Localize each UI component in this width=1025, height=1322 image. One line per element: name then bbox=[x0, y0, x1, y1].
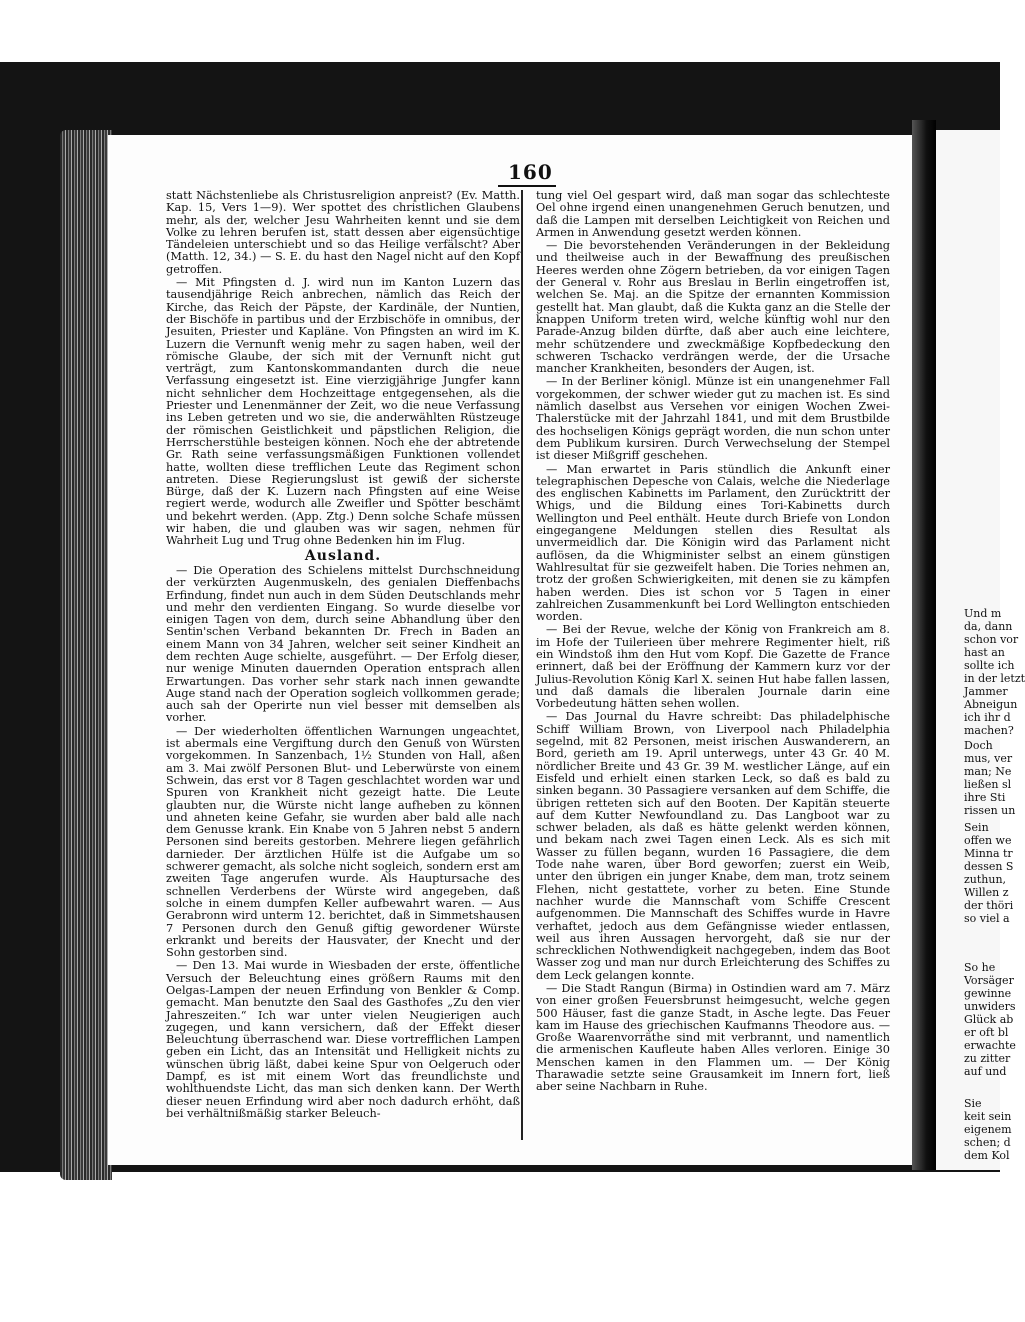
next-page-fragment: So he bbox=[964, 961, 996, 974]
next-page-fragment: da, dann bbox=[964, 620, 1013, 633]
next-page-fragment: ließen sl bbox=[964, 778, 1012, 791]
next-page-fragment: ihre Sti bbox=[964, 791, 1006, 804]
next-page-fragment: offen we bbox=[964, 834, 1012, 847]
next-page-fragment: machen? bbox=[964, 724, 1014, 737]
paragraph: — Mit Pfingsten d. J. wird nun im Kanton Luzern das tausendjährige Reich anbrechen, nämlich das Reich der Kirche, das Reich der Päpste, der Kardinäle, der Nuntien, der Bischöfe in partibus und der Erzbischöfe in omnibus, der Jesuiten, Priester und Kapläne. Von Pfingsten an wird im K. Luzern die Vernunft wenig mehr zu sagen haben, weil der römische Glaube, der sich mit der Vernunft nicht gut verträgt, zum Kantonskommandanten durch die neue Verfassung eingesetzt ist. Eine vierzigjährige Jungfer kann nicht sehnlicher dem Hochzeittage entgegensehen, als die Priester und Lenenmänner der Zeit, wo die neue Verfassung ins Leben getreten und wo sie, die anderwählten Rüstzeuge der römischen Geistlichkeit und päpstlichen Religion, die Herrscherstühle besteigen können. Noch ehe der abtretende Gr. Rath seine verfassungsmäßigen Funktionen vollendet hatte, wollten diese trefflichen Leute das Regiment schon antreten. Diese Regierungslust ist gewiß der sicherste Bürge, daß der K. Luzern nach Pfingsten auf eine Weise regiert werde, wodurch alle Zweifler und Spötter beschämt und bekehrt werden. (App. Ztg.) Denn solche Schafe müssen wir haben, die und glauben was wir sagen, nehmen für Wahrheit Lug und Trug ohne Bedenken hin im Flug. bbox=[166, 276, 520, 548]
next-page-fragment: so viel a bbox=[964, 912, 1010, 925]
page-number: 160 bbox=[508, 160, 553, 184]
next-page-fragment: keit sein bbox=[964, 1110, 1012, 1123]
next-page-fragment: eigenem bbox=[964, 1123, 1012, 1136]
next-page-fragment: man; Ne bbox=[964, 765, 1012, 778]
next-page-fragment: der thöri bbox=[964, 899, 1014, 912]
next-page-fragment: schon vor bbox=[964, 633, 1019, 646]
book-spine-shadow bbox=[912, 120, 936, 1170]
book-page bbox=[108, 135, 916, 1165]
next-page-fragment: er oft bl bbox=[964, 1026, 1009, 1039]
next-page-fragment: Sein bbox=[964, 821, 989, 834]
next-page-fragment: gewinne bbox=[964, 987, 1012, 1000]
paragraph: statt Nächstenliebe als Christusreligion anpreist? (Ev. Matth. Kap. 15, Vers 1—9). Wer spottet des christlichen Glaubens mehr, als der, welcher Jesu Wahrheiten kennt und sie dem Volke zu lehren berufen ist, statt dessen aber eigensüchtige Tändeleien unterschiebt und so das Heilige verfälscht? Aber (Matth. 12, 34.) — S. E. du hast den Nagel nicht auf den Kopf getroffen. bbox=[166, 189, 520, 276]
next-page-fragment: mus, ver bbox=[964, 752, 1013, 765]
next-page-fragment: Willen z bbox=[964, 886, 1009, 899]
next-page-fragment: Abneigun bbox=[964, 698, 1018, 711]
next-page-fragment: Und m bbox=[964, 607, 1002, 620]
paragraph: — Die Stadt Rangun (Birma) in Ostindien ward am 7. März von einer großen Feuersbrunst heimgesucht, welche gegen 500 Häuser, fast die ganze Stadt, in Asche legte. Das Feuer kam im Hause des griechischen Kaufmanns Theodore aus. — Große Waarenvorräthe sind mit verbrannt, und namentlich die armenischen Kaufleute haben Alles verloren. Einige 30 Menschen kamen in den Flammen um. — Der König Tharawadie setzte seine Grausamkeit im Innern fort, ließ aber seine Nachbarn in Ruhe. bbox=[536, 982, 890, 1094]
next-page-fragment: sollte ich bbox=[964, 659, 1015, 672]
paragraph: — Die bevorstehenden Veränderungen in der Bekleidung und theilweise auch in der Bewaffnung des preußischen Heeres werden ohne Zögern betrieben, da vor einigen Tagen der General v. Rohr aus Breslau in Berlin eingetroffen ist, welchen Se. Maj. an die Spitze der ernannten Kommission gestellt hat. Man glaubt, daß die Kukta ganz an die Stelle der knappen Uniform treten wird, welche künftig wohl nur den Parade-Anzug bilden dürfte, daß aber auch eine leichtere, mehr schützendere und zweckmäßige Kopfbedeckung den schweren Tschacko verdrängen werde, der die Ursache mancher Krankheiten, besonders der Augen, ist. bbox=[536, 239, 890, 376]
right-column bbox=[536, 190, 890, 1155]
left-column bbox=[166, 190, 520, 1155]
paragraph: — Der wiederholten öffentlichen Warnungen ungeachtet, ist abermals eine Vergiftung durch den Genuß von Würsten vorgekommen. In Sanzenbach, 1½ Stunden von Hall, aßen am 3. Mai zwölf Personen Blut- und Leberwürste von einem Schwein, das erst vor 8 Tagen geschlachtet worden war und Spuren von Krankheit nicht gezeigt hatte. Die Leute glaubten nur, die Würste nicht lange aufheben zu können und ahneten keine Gefahr, sie wurden aber bald alle nach dem Genusse krank. Ein Knabe von 5 Jahren nebst 5 andern Personen sind bereits gestorben. Mehrere liegen gefährlich darnieder. Der ärztlichen Hülfe ist die Aufgabe um so schwerer gemacht, als solche nicht sogleich, sondern erst am zweiten Tage angerufen wurde. Als Hauptursache des schnellen Verderbens der Würste wird angegeben, daß solche in einem dumpfen Keller aufbewahrt waren. — Aus Gerabronn wird unterm 12. berichtet, daß in Simmetshausen 7 Personen durch den Genuß giftig gewordener Würste erkrankt und bereits der Hausvater, der Knecht und der Sohn gestorben sind. bbox=[166, 724, 521, 960]
next-page-fragment: Sie bbox=[964, 1097, 982, 1110]
paragraph: — Man erwartet in Paris stündlich die Ankunft einer telegraphischen Depesche von Calais, welche die Niederlage des englischen Kabinetts im Parlament, den Zurücktritt der Whigs, und die Bildung eines Tori-Kabinetts durch Wellington und Peel enthält. Heute durch Briefe von London eingegangene Meldungen stellen dies Resultat als unvermeidlich dar. Die Königin wird das Parlament nicht auflösen, da die Whigminister selbst an einem günstigen Wahlresultat für sie gezweifelt haben. Die Tories nehmen an, trotz der großen Schwierigkeiten, mit denen sie zu kämpfen haben werden. Dies ist schon vor 5 Tagen in einer zahlreichen Zusammenkunft bei Lord Wellington entschieden worden. bbox=[536, 462, 890, 624]
next-page-fragment: Glück ab bbox=[964, 1013, 1014, 1026]
next-page-fragment: Minna tr bbox=[964, 847, 1013, 860]
paragraph: — Das Journal du Havre schreibt: Das philadelphische Schiff William Brown, von Liverpool nach Philadelphia segelnd, mit 82 Personen, meist irischen Auswanderern, an Bord, gerieth am 19. April unterwegs, unter 43 Gr. 40 M. nördlicher Breite und 43 Gr. 39 M. westlicher Länge, auf ein Eisfeld und erhielt einen starken Leck, so daß es bald zu sinken begann. 30 Passagiere versanken auf dem Schiffe, die übrigen retteten sich auf den Booten. Der Kapitän steuerte auf dem Kutter Newfoundland zu. Das Langboot war zu schwer beladen, als daß es hätte gelenkt werden können, und bekam nach zwei Tagen einen Leck. Als es sich mit Wasser zu füllen begann, wurden 16 Passagiere, die dem Tode nahe waren, über Bord geworfen; zuerst ein Weib, unter den übrigen ein junger Knabe, dem man, trotz seinem Flehen, nicht gestattete, vorher zu beten. Eine Stunde nachher wurde die Mannschaft vom Schiffe Crescent aufgenommen. Die Mannschaft des Schiffes wurde in Havre verhaftet, jedoch aus dem Gefängnisse wieder entlassen, weil aus ihren Aussagen hervorgeht, daß sie nur der schrecklichen Nothwendigkeit nachgegeben, indem das Boot Wasser zog und man nur durch Erleichterung des Schiffes zu dem Leck gelangen konnte. bbox=[536, 710, 890, 982]
paragraph: — In der Berliner königl. Münze ist ein unangenehmer Fall vorgekommen, der schwer wieder gut zu machen ist. Es sind nämlich daselbst aus Versehen vor einigen Wochen Zwei-Thalerstücke mit der Jahrzahl 1841, und mit dem Brustbilde des hochseligen Königs geprägt worden, die nun schon unter dem Publikum kursiren. Durch Verwechselung der Stempel ist dieser Mißgriff geschehen. bbox=[536, 375, 890, 463]
next-page-fragment: dem Kol bbox=[964, 1149, 1010, 1162]
book-page-edges bbox=[60, 130, 112, 1180]
next-page-fragment: schen; d bbox=[964, 1136, 1011, 1149]
next-page-fragment: rissen un bbox=[964, 804, 1016, 817]
next-page-fragment: ich ihr d bbox=[964, 711, 1011, 724]
next-page-fragment: zuthun, bbox=[964, 873, 1007, 886]
paragraph: — Bei der Revue, welche der König von Frankreich am 8. im Hofe der Tuilerieen über mehrere Regimenter hielt, riß ein Windstoß ihm den Hut vom Kopf. Die Gazette de France erinnert, daß bei der Eröffnung der Kammern kurz vor der Julius-Revolution König Karl X. seinen Hut habe fallen lassen, und daß damals die liberalen Journale darin eine Vorbedeutung hätten sehen wollen. bbox=[536, 623, 890, 711]
next-page-fragment: erwachte bbox=[964, 1039, 1016, 1052]
paragraph: — Die Operation des Schielens mittelst Durchschneidung der verkürzten Augenmuskeln, des genialen Dieffenbachs Erfindung, findet nun auch in dem Süden Deutschlands mehr und mehr den verdienten Eingang. So wurde dieselbe vor einigen Tagen von dem, durch seine Abhandlung über den Sentin'schen Verband bekannten Dr. Frech in Baden an einem Mann von 34 Jahren, welcher seit seiner Kindheit an dem rechten Auge schielte, ausgeführt. — Der Erfolg dieser, nur wenige Minuten dauernden Operation entsprach allen Erwartungen. Das vorher sehr stark nach innen gewandte Auge stand nach der Operation sogleich vollkommen gerade; auch sah der Operirte nun viel besser mit demselben als vorher. bbox=[166, 563, 520, 725]
next-page-fragment: Doch bbox=[964, 739, 993, 752]
next-page-fragment: unwiders bbox=[964, 1000, 1016, 1013]
next-page-edge bbox=[936, 130, 1025, 1170]
paragraph: tung viel Oel gespart wird, daß man sogar das schlechteste Oel ohne irgend einen unangenehmen Geruch benutzen, und daß die Lampen mit derselben Leichtigkeit von Reichen und Armen in Anwendung gesetzt werden können. bbox=[536, 189, 890, 239]
next-page-fragment: hast an bbox=[964, 646, 1005, 659]
section-heading-ausland: Ausland. bbox=[304, 547, 382, 564]
header-rule bbox=[498, 185, 556, 187]
column-divider bbox=[521, 190, 523, 1140]
next-page-fragment: dessen S bbox=[964, 860, 1014, 873]
next-page-fragment: zu zitter bbox=[964, 1052, 1011, 1065]
next-page-fragment: in der letzt bbox=[964, 672, 1025, 685]
next-page-fragment: Jammer bbox=[964, 685, 1008, 698]
next-page-fragment: Vorsäger bbox=[964, 974, 1014, 987]
paragraph: — Den 13. Mai wurde in Wiesbaden der erste, öffentliche Versuch der Beleuchtung eines größern Raums mit den Oelgas-Lampen der neuen Erfindung von Benkler & Comp. gemacht. Man benutzte den Saal des Gasthofes „Zu den vier Jahreszeiten.“ Ich war unter vielen Neugierigen auch zugegen, und kann versichern, daß der Effekt dieser Beleuchtung überraschend war. Diese vortrefflichen Lampen geben ein Licht, das an Intensität und Helligkeit nichts zu wünschen übrig läßt, dabei keine Spur von Oelgeruch oder Dampf, es ist mit einem Wort das freundlichste und wohlthuendste Licht, das man sich denken kann. Der Werth dieser neuen Erfindung wird aber noch dadurch erhöht, daß bei verhältnißmäßig starker Beleuch- bbox=[166, 959, 520, 1120]
next-page-fragment: auf und bbox=[964, 1065, 1007, 1078]
